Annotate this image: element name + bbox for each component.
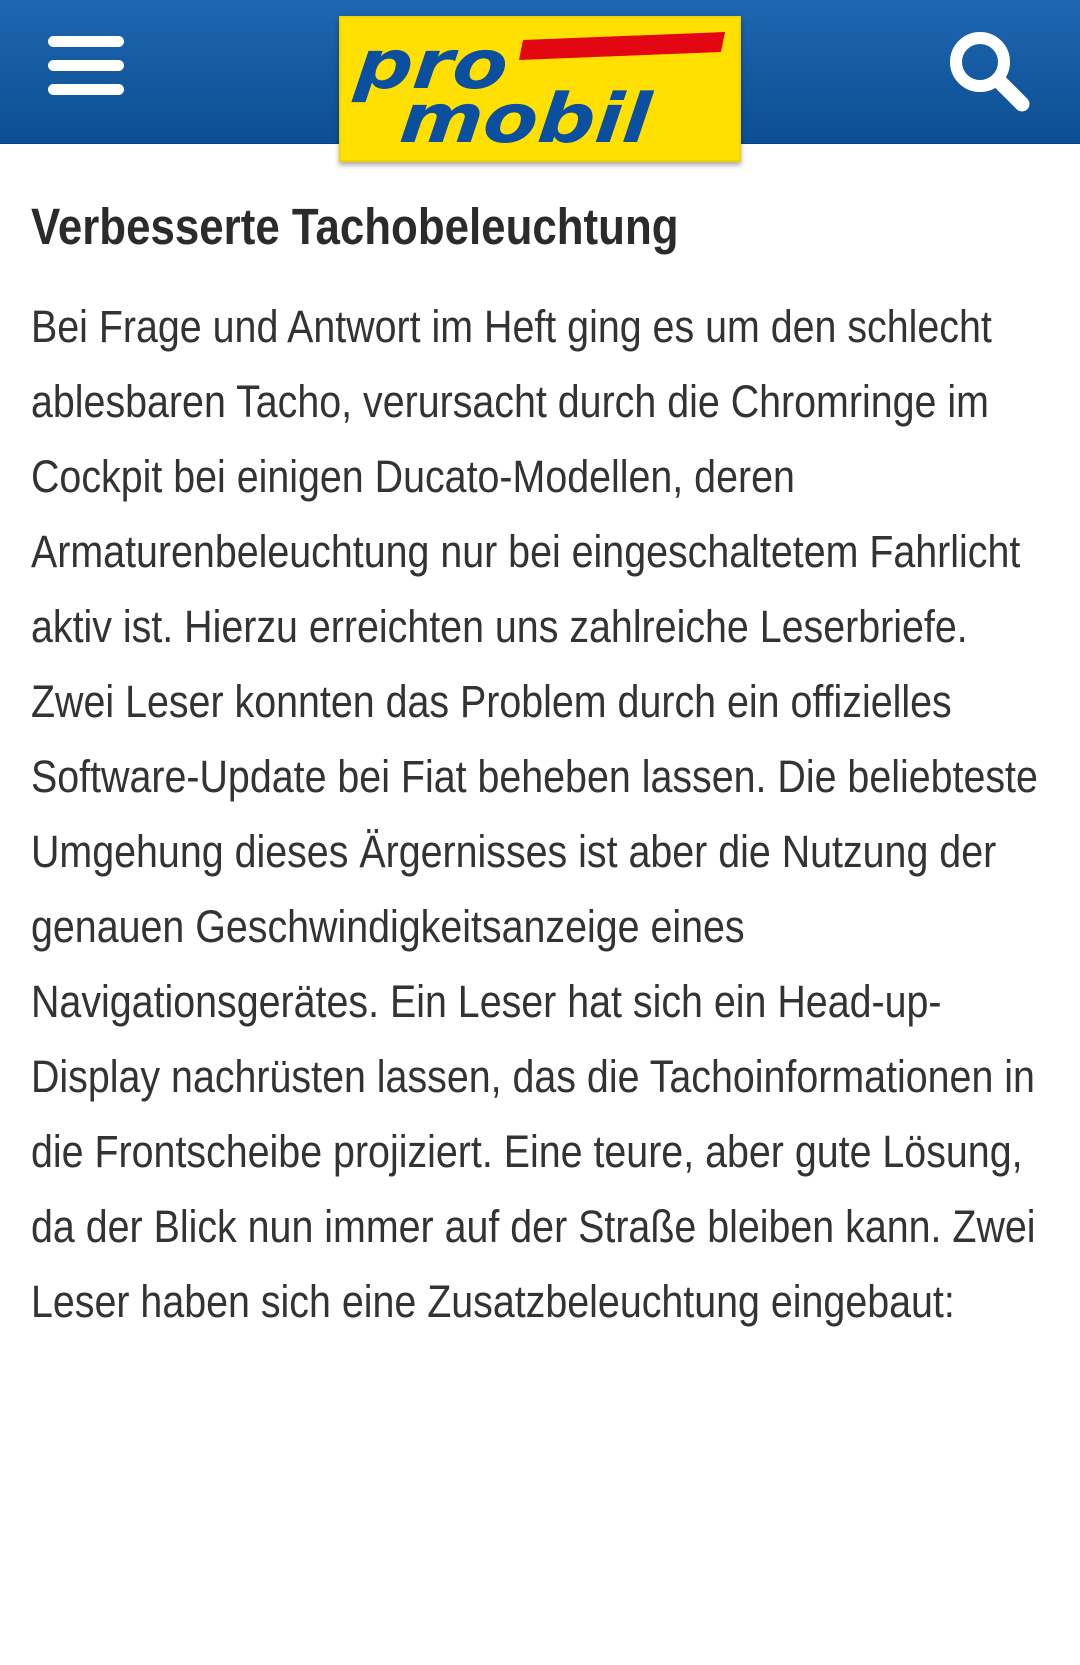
menu-bar-line (48, 60, 124, 71)
search-icon-graphic (944, 26, 1034, 116)
logo-text-pro: pro (351, 26, 490, 105)
logo-text-mobil: mobil (396, 80, 618, 159)
menu-bar-line (48, 84, 124, 95)
top-navigation-bar (0, 0, 1080, 159)
search-icon[interactable] (944, 26, 1034, 116)
promobil-logo[interactable] (339, 16, 741, 162)
menu-bar-line (48, 36, 124, 47)
article-paragraph: Bei Frage und Antwort im Heft ging es um den schlecht ablesbaren Tacho, verursacht durch die Chromringe im Cockpit bei einigen Ducato-Modellen, deren Armaturenbeleuchtung nur bei eingeschaltetem Fahrlicht aktiv ist. Hierzu erreichten uns zahlreiche Leserbriefe. Zwei Leser konnten das Problem durch ein offizielles Software-Update bei Fiat beheben lassen. Die beliebteste Umgehung dieses Ärgernisses ist aber die Nutzung der genauen Geschwindigkeitsanzeige eines Navigationsgerätes. Ein Leser hat sich ein Head-up-Display nachrüsten lassen, das die Tachoinformationen in die Frontscheibe projiziert. Eine teure, aber gute Lösung, da der Blick nun immer auf der Straße bleiben kann. Zwei Leser haben sich eine Zusatzbeleuchtung eingebaut: (31, 301, 1038, 1327)
logo-red-stripe (519, 32, 725, 60)
hamburger-menu-icon[interactable] (44, 32, 128, 100)
article-content (31, 195, 1051, 1339)
article-headline: Verbesserte Tachobeleuchtung (31, 198, 679, 255)
promobil-logo-graphic (341, 18, 739, 160)
